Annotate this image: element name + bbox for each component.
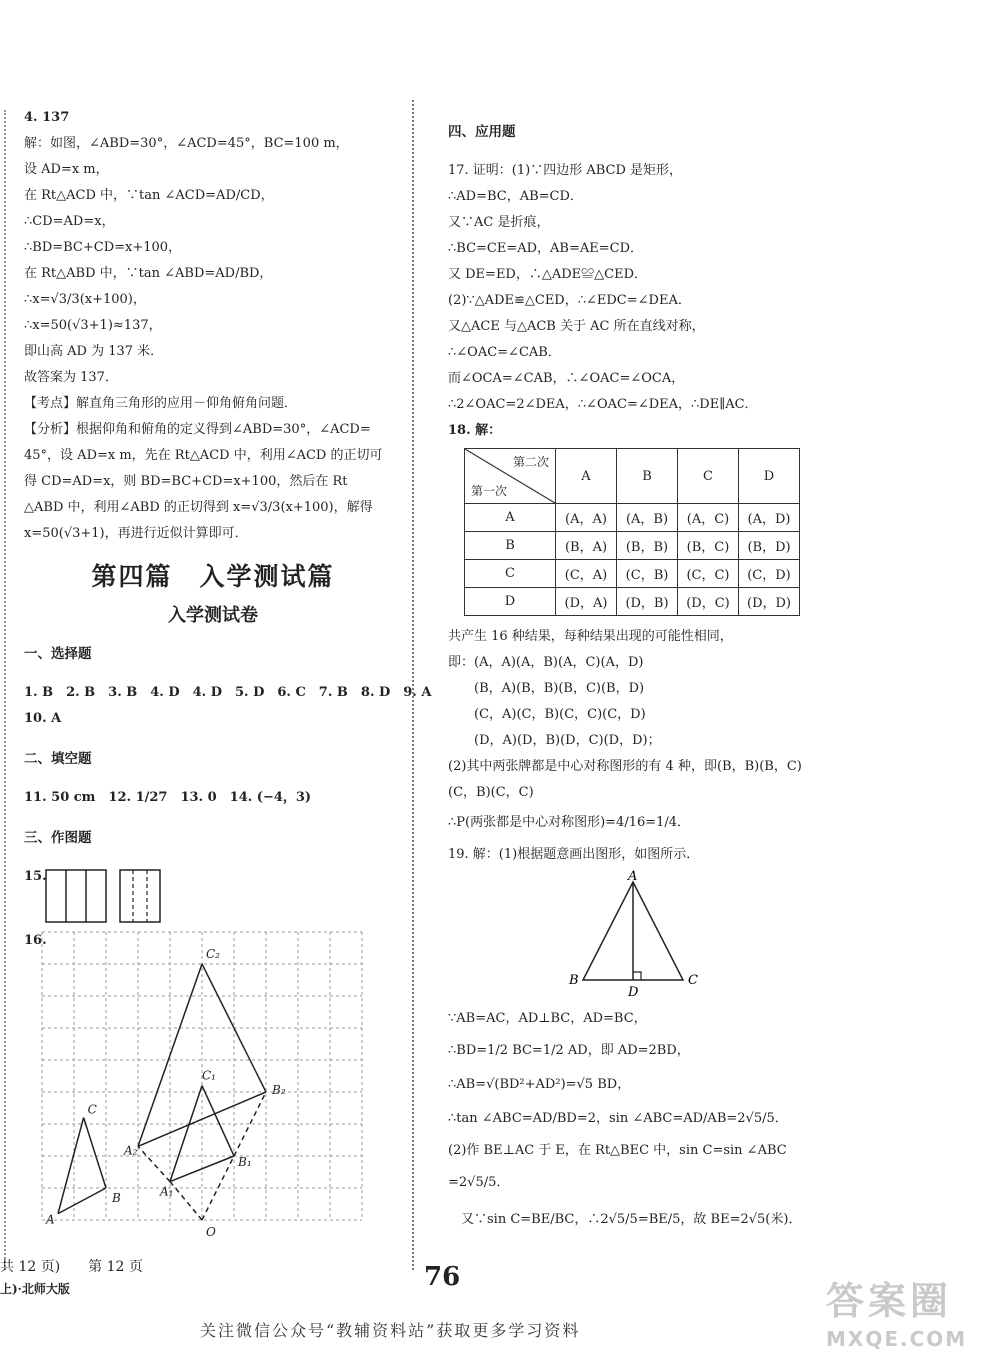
table-cell: (D，D) xyxy=(739,588,800,616)
solution-line: =2√5/5． xyxy=(448,1175,510,1190)
wechat-notice: 关注微信公众号“教辅资料站”获取更多学习资料 xyxy=(200,1321,581,1340)
q17-proof xyxy=(448,158,818,418)
table-header: D xyxy=(739,449,800,504)
three-view-solid xyxy=(46,870,106,922)
solution-line: (C，A)(C，B)(C，C)(C，D) xyxy=(448,707,646,722)
solution-line: 又∵sin C=BE/BC，∴2√5/5=BE/5，故 BE=2√5(米)． xyxy=(448,1212,802,1227)
q15-number: 15. xyxy=(24,869,47,884)
proof-line: 17. 证明：(1)∵四边形 ABCD 是矩形， xyxy=(448,163,683,178)
proof-line: ∴2∠OAC=2∠DEA，∴∠OAC=∠DEA，∴DE∥AC． xyxy=(448,397,758,412)
watermark-logo xyxy=(826,1270,967,1351)
point-label-c2: C₂ xyxy=(206,947,220,961)
table-header: A xyxy=(556,449,617,504)
point-label-b1: B₁ xyxy=(238,1155,252,1169)
solution-line: 在 Rt△ABD 中，∵tan ∠ABD=AD/BD， xyxy=(24,266,273,281)
solution-line: (2)作 BE⊥AC 于 E，在 Rt△BEC 中，sin C=sin ∠ABC xyxy=(448,1143,787,1158)
dashed-ray xyxy=(170,1182,202,1220)
solution-line: ∴P(两张都是中心对称图形)=4/16=1/4． xyxy=(448,815,691,830)
solution-line: ∴x=50(√3+1)≈137， xyxy=(24,318,162,333)
table-header-row xyxy=(465,449,800,504)
watermark-url: MXQE.COM xyxy=(826,1327,968,1351)
triangle-abc-side xyxy=(58,1188,106,1214)
dashed-ray xyxy=(234,1092,266,1156)
section-heading-application: 四、应用题 xyxy=(448,123,516,140)
q19-intro: 19. 解：(1)根据题意画出图形，如图所示． xyxy=(448,847,700,862)
dashed-ray xyxy=(138,1146,170,1181)
q18-conclusion xyxy=(448,624,818,840)
row-label: D xyxy=(465,588,556,616)
triangle-a1b1c1-side xyxy=(170,1086,202,1182)
proof-line: ∴∠OAC=∠CAB． xyxy=(448,345,561,360)
footer-edition: 上)·北师大版 xyxy=(0,1282,70,1296)
key-point: 【考点】解直角三角形的应用－仰角俯角问题． xyxy=(24,396,298,411)
point-label-c: C xyxy=(87,1102,97,1117)
q16-block xyxy=(24,928,402,1239)
q4-solution xyxy=(24,105,402,547)
vertex-label-c: C xyxy=(688,973,698,988)
q15-figures xyxy=(44,868,194,924)
solution-line: ∴BD=1/2 BC=1/2 AD，即 AD=2BD， xyxy=(448,1043,690,1058)
table-header: B xyxy=(617,449,678,504)
watermark-text: 答案圈 xyxy=(826,1279,953,1323)
footer-page-count: 共 12 页) 第 12 页 xyxy=(0,1259,143,1275)
solution-line: (2)其中两张牌都是中心对称图形的有 4 种，即(B，B)(B，C) xyxy=(448,759,802,774)
left-column xyxy=(24,105,432,1239)
triangle-abc-side xyxy=(58,1118,84,1214)
solution-line: 共产生 16 种结果，每种结果出现的可能性相同， xyxy=(448,629,733,644)
analysis-line: △ABD 中，利用∠ABD 的正切得到 x=√3/3(x+100)，解得 xyxy=(24,500,373,515)
q4-number: 4. 137 xyxy=(24,110,70,125)
table-row xyxy=(465,560,800,588)
table-row xyxy=(465,504,800,532)
solution-line: (C，B)(C，C) xyxy=(448,785,534,800)
row-label: A xyxy=(465,504,556,532)
q15-block xyxy=(24,864,402,928)
table-row xyxy=(465,588,800,616)
row-label: C xyxy=(465,560,556,588)
table-row xyxy=(465,532,800,560)
solution-line: 故答案为 137． xyxy=(24,370,118,385)
table-cell: (B，D) xyxy=(739,532,800,560)
solution-line: (D，A)(D，B)(D，C)(D，D)； xyxy=(448,733,661,748)
vertex-label-b: B xyxy=(569,973,579,988)
three-view-dashed xyxy=(120,870,160,922)
point-label-a1: A₁ xyxy=(160,1184,174,1199)
proof-line: 又∵AC 是折痕， xyxy=(448,215,550,230)
page-number: 76 xyxy=(424,1262,461,1292)
triangle-a1b1c1-side xyxy=(202,1086,234,1156)
analysis-line: 45°，设 AD=x m，先在 Rt△ACD 中，利用∠ACD 的正切可 xyxy=(24,448,383,463)
section-heading-choice: 一、选择题 xyxy=(24,645,92,662)
part-title: 第四篇 入学测试篇 xyxy=(91,562,335,591)
solution-line: ∴x=√3/3(x+100)， xyxy=(24,292,146,307)
solution-line: 即山高 AD 为 137 米． xyxy=(24,344,164,359)
solution-line: ∴BD=BC+CD=x+100， xyxy=(24,240,182,255)
table-cell: (B，C) xyxy=(678,532,739,560)
table-cell: (C，D) xyxy=(739,560,800,588)
vertex-label-a: A xyxy=(628,869,638,884)
q16-number: 16. xyxy=(24,933,47,948)
proof-line: 而∠OCA=∠CAB，∴∠OAC=∠OCA， xyxy=(448,371,685,386)
solution-line: ∴CD=AD=x， xyxy=(24,214,115,229)
table-cell: (A，A) xyxy=(556,504,617,532)
proof-line: 又 DE=ED，∴△ADE≌△CED． xyxy=(448,267,648,282)
triangle-a1b1c1-side xyxy=(170,1156,234,1182)
triangle-abc-side xyxy=(84,1118,106,1188)
point-label-a: A xyxy=(46,1212,55,1227)
table-cell: (C，B) xyxy=(617,560,678,588)
point-label-b2: B₂ xyxy=(272,1083,286,1097)
table-cell: (C，C) xyxy=(678,560,739,588)
corner-label-second: 第二次 xyxy=(512,455,549,469)
outcome-table xyxy=(464,448,800,616)
table-cell: (C，A) xyxy=(556,560,617,588)
proof-line: (2)∵△ADE≌△CED，∴∠EDC=∠DEA． xyxy=(448,293,691,308)
solution-line: 解：如图，∠ABD=30°，∠ACD=45°，BC=100 m， xyxy=(24,136,349,151)
solution-line: 即：(A，A)(A，B)(A，C)(A，D) xyxy=(448,655,644,670)
isosceles-triangle-figure xyxy=(448,870,818,1000)
solution-line: ∴tan ∠ABC=AD/BD=2，sin ∠ABC=AD/AB=2√5/5． xyxy=(448,1111,788,1126)
analysis-line: x=50(√3+1)，再进行近似计算即可． xyxy=(24,526,248,541)
table-cell: (B，A) xyxy=(556,532,617,560)
point-label-o: O xyxy=(206,1225,216,1239)
section-heading-drawing: 三、作图题 xyxy=(24,829,92,846)
analysis-line: 【分析】根据仰角和俯角的定义得到∠ABD=30°，∠ACD= xyxy=(24,422,371,437)
solution-line: ∴AB=√(BD²+AD²)=√5 BD， xyxy=(448,1077,631,1092)
proof-line: ∴AD=BC，AB=CD． xyxy=(448,189,583,204)
triangle-abc xyxy=(583,882,683,980)
paper-title: 入学测试卷 xyxy=(168,605,258,626)
table-cell: (A，D) xyxy=(739,504,800,532)
proof-line: ∴BC=CE=AD，AB=AE=CD． xyxy=(448,241,644,256)
proof-line: 又△ACE 与△ACB 关于 AC 所在直线对称， xyxy=(448,319,705,334)
fill-answers: 11. 50 cm 12. 1/27 13. 0 14. (−4，3) xyxy=(24,790,312,805)
table-cell: (D，C) xyxy=(678,588,739,616)
choice-answers: 10. A xyxy=(24,711,62,726)
row-label: B xyxy=(465,532,556,560)
coordinate-grid-figure xyxy=(38,930,378,1239)
table-header: C xyxy=(678,449,739,504)
solution-line: ∵AB=AC，AD⊥BC，AD=BC， xyxy=(448,1011,647,1026)
table-cell: (A，C) xyxy=(678,504,739,532)
page-edge xyxy=(4,110,6,1270)
vertex-label-d: D xyxy=(628,985,639,1000)
solution-line: 在 Rt△ACD 中，∵tan ∠ACD=AD/CD， xyxy=(24,188,274,203)
point-label-c1: C₁ xyxy=(202,1068,216,1083)
table-corner-cell xyxy=(465,449,556,504)
solution-line: (B，A)(B，B)(B，C)(B，D) xyxy=(448,681,645,696)
table-cell: (D，B) xyxy=(617,588,678,616)
section-heading-fill: 二、填空题 xyxy=(24,750,92,767)
point-label-b: B xyxy=(112,1191,121,1205)
analysis-line: 得 CD=AD=x，则 BD=BC+CD=x+100，然后在 Rt xyxy=(24,474,348,489)
table-cell: (D，A) xyxy=(556,588,617,616)
solution-line: 设 AD=x m， xyxy=(24,162,109,177)
table-cell: (A，B) xyxy=(617,504,678,532)
right-column xyxy=(448,105,818,1240)
point-label-a2: A₂ xyxy=(124,1143,138,1158)
table-cell: (B，B) xyxy=(617,532,678,560)
q19-solution xyxy=(448,1004,818,1240)
corner-label-first: 第一次 xyxy=(471,484,508,498)
q18-number: 18. 解： xyxy=(448,423,502,438)
choice-answers: 1. B 2. B 3. B 4. D 4. D 5. D 6. C 7. B 8. D 9. A xyxy=(24,685,432,700)
